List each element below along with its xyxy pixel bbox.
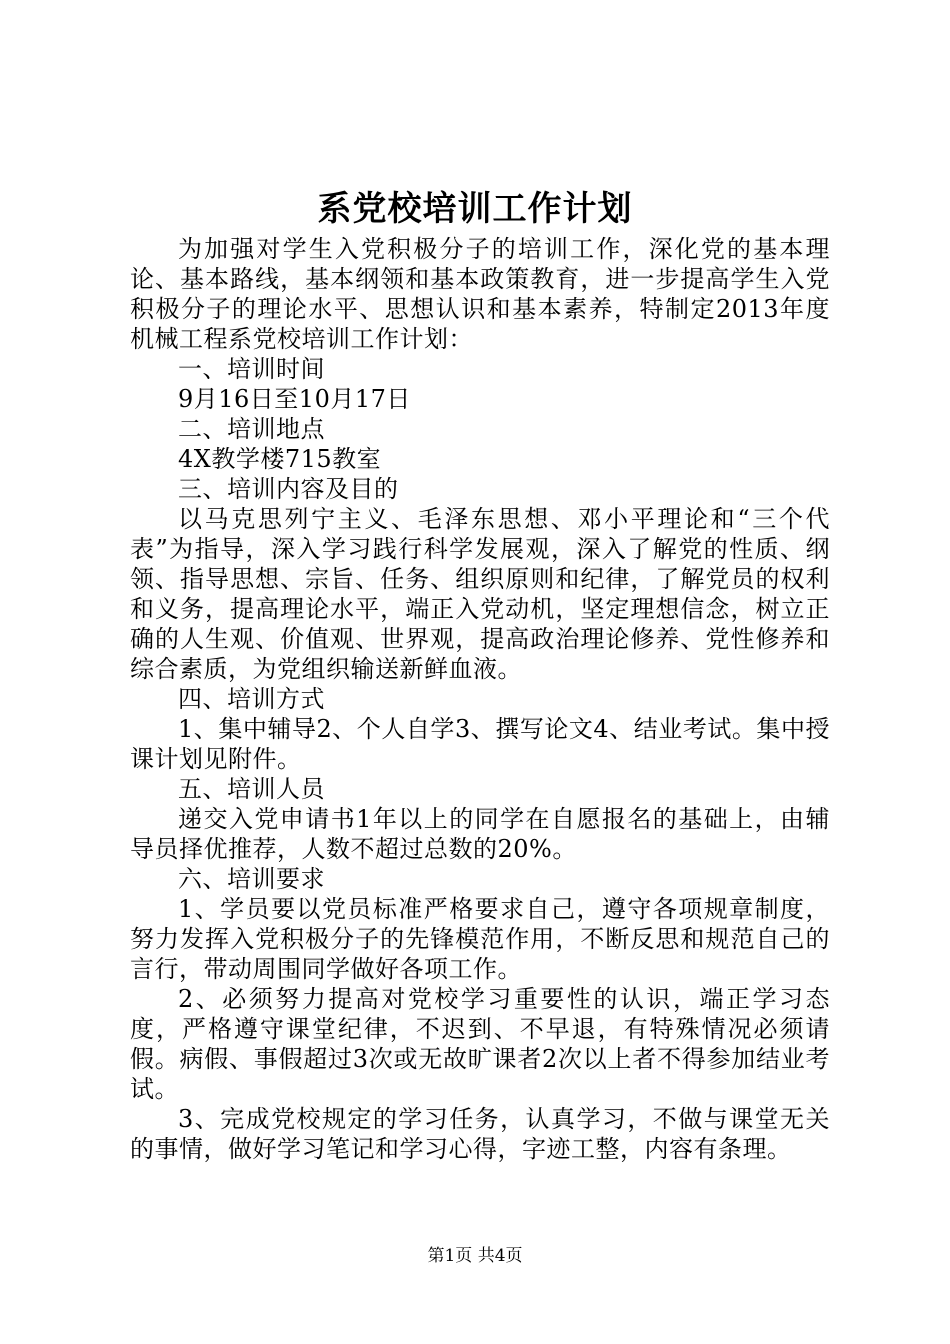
- requirement-1: 1、学员要以党员标准严格要求自己，遵守各项规章制度，努力发挥入党积极分子的先锋模范作用，不断反思和规范自己的言行，带动周围同学做好各项工作。: [130, 895, 830, 983]
- requirement-2: 2、必须努力提高对党校学习重要性的认识，端正学习态度，严格遵守课堂纪律，不迟到、不早退，有特殊情况必须请假。病假、事假超过3次或无故旷课者2次以上者不得参加结业考试。: [130, 985, 830, 1103]
- document-title: 系党校培训工作计划: [317, 189, 633, 229]
- section4-heading: 四、培训方式: [178, 685, 325, 713]
- section1-heading: 一、培训时间: [178, 355, 325, 383]
- requirement-3: 3、完成党校规定的学习任务，认真学习，不做与课堂无关的事情，做好学习笔记和学习心得，字迹工整，内容有条理。: [130, 1105, 830, 1163]
- section2-text: 4X教学楼715教室: [178, 445, 382, 473]
- section5-text: 递交入党申请书1年以上的同学在自愿报名的基础上，由辅导员择优推荐，人数不超过总数的20%。: [130, 805, 830, 863]
- section4-text: 1、集中辅导2、个人自学3、撰写论文4、结业考试。集中授课计划见附件。: [130, 715, 830, 773]
- section3-text: 以马克思列宁主义、毛泽东思想、邓小平理论和“三个代表”为指导，深入学习践行科学发展观，深入了解党的性质、纲领、指导思想、宗旨、任务、组织原则和纪律，了解党员的权利和义务，提高理论水平，端正入党动机，坚定理想信念，树立正确的人生观、价值观、世界观，提高政治理论修养、党性修养和综合素质，为党组织输送新鲜血液。: [130, 505, 830, 683]
- document-body: [130, 234, 830, 1164]
- section1-text: 9月16日至10月17日: [178, 385, 411, 413]
- section6-heading: 六、培训要求: [178, 865, 325, 893]
- page-footer: 第1页 共4页: [427, 1246, 523, 1266]
- section3-heading: 三、培训内容及目的: [178, 475, 399, 503]
- intro-paragraph: 为加强对学生入党积极分子的培训工作，深化党的基本理论、基本路线，基本纲领和基本政策教育，进一步提高学生入党积极分子的理论水平、思想认识和基本素养，特制定2013年度机械工程系党校培训工作计划：: [130, 235, 830, 353]
- section2-heading: 二、培训地点: [178, 415, 325, 443]
- section5-heading: 五、培训人员: [178, 775, 325, 803]
